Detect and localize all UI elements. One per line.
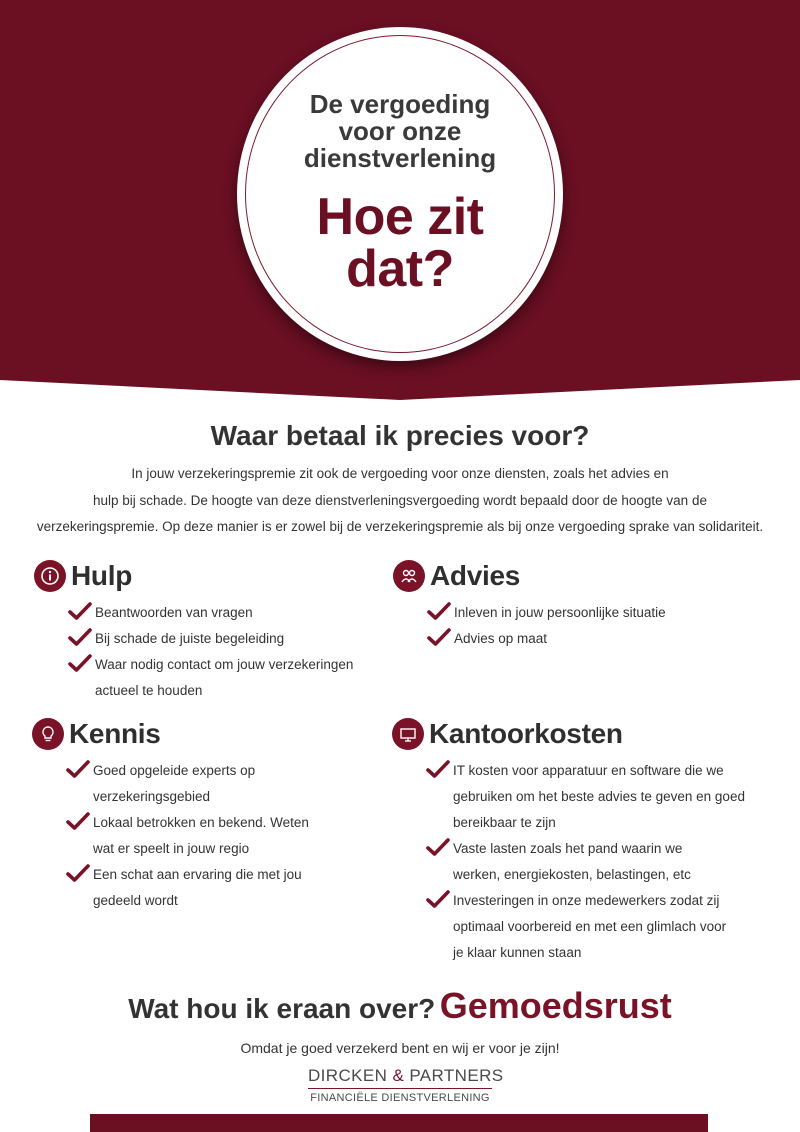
office-icon: [392, 718, 424, 750]
list-item-text: IT kosten voor apparatuur en software die we: [453, 763, 724, 778]
company-logo: [308, 1066, 504, 1104]
hulp-list: [68, 600, 353, 704]
logo-name-part: PARTNERS: [409, 1066, 504, 1085]
list-item: [427, 600, 666, 626]
closing-heading: [0, 985, 800, 1027]
hero-subtitle-line: dienstverlening: [303, 143, 497, 173]
advisor-icon: [393, 560, 425, 592]
section-kantoorkosten: [392, 716, 745, 966]
list-item-text: Investeringen in onze medewerkers zodat zij: [453, 893, 720, 908]
list-item: [66, 862, 309, 914]
section-title-advies: Advies: [430, 560, 521, 591]
list-item: [66, 758, 309, 810]
list-item-text: Waar nodig contact om jouw verzekeringen: [95, 657, 354, 672]
list-item-text: Een schat aan ervaring die met jou: [93, 867, 302, 882]
list-item-text: Goed opgeleide experts op: [93, 763, 256, 778]
hero-subtitle-line: voor onze: [338, 116, 462, 146]
checkmark-icon: [68, 601, 92, 623]
logo-name-part: DIRCKEN: [308, 1066, 388, 1085]
section-heading: Waar betaal ik precies voor?: [210, 420, 590, 451]
intro-paragraph: [20, 461, 780, 541]
checkmark-icon: [66, 863, 90, 885]
intro-line: In jouw verzekeringspremie zit ook de vergoeding voor onze diensten, zoals het advies en: [131, 466, 669, 481]
checkmark-icon: [426, 759, 450, 781]
hero-title-line: dat?: [346, 240, 454, 298]
hero-subtitle: [277, 91, 523, 172]
logo-divider: [308, 1088, 492, 1089]
section-title-kantoorkosten: Kantoorkosten: [429, 718, 623, 749]
list-item-text: werken, energiekosten, belastingen, etc: [453, 867, 691, 882]
list-item-text: Lokaal betrokken en bekend. Weten: [93, 815, 309, 830]
hero-circle: [237, 27, 563, 361]
list-item: [68, 652, 353, 704]
list-item-text: gedeeld wordt: [93, 893, 178, 908]
intro-line: verzekeringspremie. Op deze manier is er zowel bij de verzekeringspremie als bij onze vergoeding sprake van solidariteit.: [36, 519, 764, 534]
checkmark-icon: [68, 653, 92, 675]
advies-list: [427, 600, 666, 652]
checkmark-icon: [427, 601, 451, 623]
logo-name: [308, 1066, 504, 1086]
list-item-text: Vaste lasten zoals het pand waarin we: [453, 841, 683, 856]
info-icon: [34, 560, 66, 592]
closing-subline: Omdat je goed verzekerd bent en wij er voor je zijn!: [240, 1040, 560, 1056]
checkmark-icon: [426, 889, 450, 911]
list-item-text: gebruiken om het beste advies te geven en goed: [453, 789, 745, 804]
list-item-text: actueel te houden: [95, 683, 203, 698]
checkmark-icon: [426, 837, 450, 859]
list-item-text: bereikbaar te zijn: [453, 815, 556, 830]
section-title-kennis: Kennis: [69, 718, 161, 749]
list-item: [68, 626, 353, 652]
knowledge-icon: [32, 718, 64, 750]
section-kennis: [32, 716, 309, 914]
hero-title: [257, 188, 543, 298]
list-item-text: Bij schade de juiste begeleiding: [95, 631, 285, 646]
list-item-text: wat er speelt in jouw regio: [93, 841, 250, 856]
section-advies: [393, 558, 666, 652]
closing-question: Wat hou ik eraan over?: [128, 993, 436, 1024]
list-item-text: je klaar kunnen staan: [453, 945, 582, 960]
list-item: [68, 600, 353, 626]
kennis-list: [66, 758, 309, 914]
kantoorkosten-list: [426, 758, 745, 966]
checkmark-icon: [66, 759, 90, 781]
list-item: [426, 888, 745, 966]
checkmark-icon: [68, 627, 92, 649]
checkmark-icon: [66, 811, 90, 833]
closing-answer: Gemoedsrust: [439, 985, 672, 1026]
list-item: [426, 758, 745, 836]
hero-title-line: Hoe zit: [316, 188, 484, 246]
section-title-hulp: Hulp: [71, 560, 133, 591]
list-item: [66, 810, 309, 862]
list-item-text: optimaal voorbereid en met een glimlach voor: [453, 919, 727, 934]
logo-tagline: FINANCIËLE DIENSTVERLENING: [310, 1092, 490, 1104]
intro-line: hulp bij schade. De hoogte van deze dienstverleningsvergoeding wordt bepaald door de hoogte van de: [93, 492, 707, 508]
list-item: [426, 836, 745, 888]
list-item-text: Beantwoorden van vragen: [95, 605, 253, 620]
list-item: [427, 626, 666, 652]
section-hulp: [34, 558, 353, 704]
hero-subtitle-line: De vergoeding: [309, 89, 491, 119]
list-item-text: Inleven in jouw persoonlijke situatie: [454, 605, 666, 620]
logo-ampersand: &: [392, 1066, 405, 1085]
list-item-text: Advies op maat: [454, 631, 548, 646]
list-item-text: verzekeringsgebied: [93, 789, 211, 804]
checkmark-icon: [427, 627, 451, 649]
footer-bar: [90, 1114, 708, 1132]
